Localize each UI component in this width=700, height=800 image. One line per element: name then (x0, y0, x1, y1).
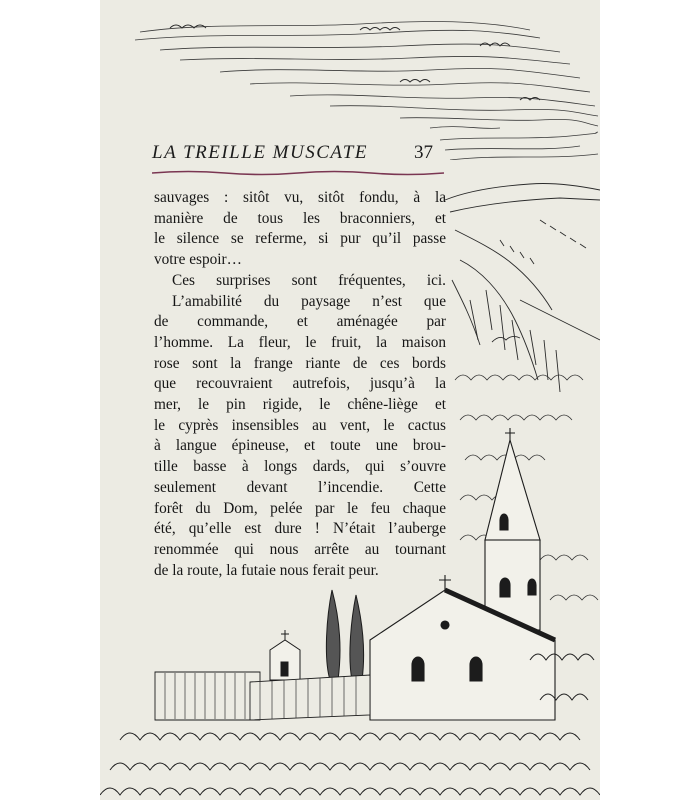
text-line: de la route, la futaie nous ferait peur. (154, 561, 379, 579)
text-line: le cyprès insensibles au vent, le cactus (154, 416, 446, 434)
text-line: que recouvraient autrefois, jusqu’à la (154, 375, 446, 393)
body-text (154, 188, 446, 581)
text-line: renommée qui nous arrête au tournant (154, 540, 446, 558)
book-page (100, 0, 600, 800)
text-line: le silence se referme, si pur qu’il passe (154, 230, 446, 248)
text-line: seulement devant l’incendie. Cette (154, 478, 446, 496)
text-line: tille basse à longs dards, qui s’ouvre (154, 458, 446, 476)
text-line: rose sont la frange riante de ces bords (154, 354, 446, 372)
text-line: l’homme. La fleur, le fruit, la maison (154, 333, 446, 351)
text-line: mer, le pin rigide, le chêne-liège et (154, 396, 446, 414)
text-line: Ces surprises sont fréquentes, ici. (172, 271, 446, 289)
text-line: votre espoir… (154, 251, 242, 269)
page-number: 37 (414, 142, 433, 163)
text-line: manière de tous les braconniers, et (154, 209, 446, 227)
text-line: à langue épineuse, et toute une brou- (154, 437, 446, 455)
text-line: forêt du Dom, pelée par le feu chaque (154, 499, 446, 517)
text-line: de commande, et aménagée par (154, 313, 446, 331)
text-line: sauvages : sitôt vu, sitôt fondu, à la (154, 189, 446, 206)
text-line: L’amabilité du paysage n’est que (172, 292, 446, 310)
running-title: LA TREILLE MUSCATE (152, 142, 368, 163)
text-line: été, qu’elle est dure ! N’était l’auberge (154, 520, 446, 538)
